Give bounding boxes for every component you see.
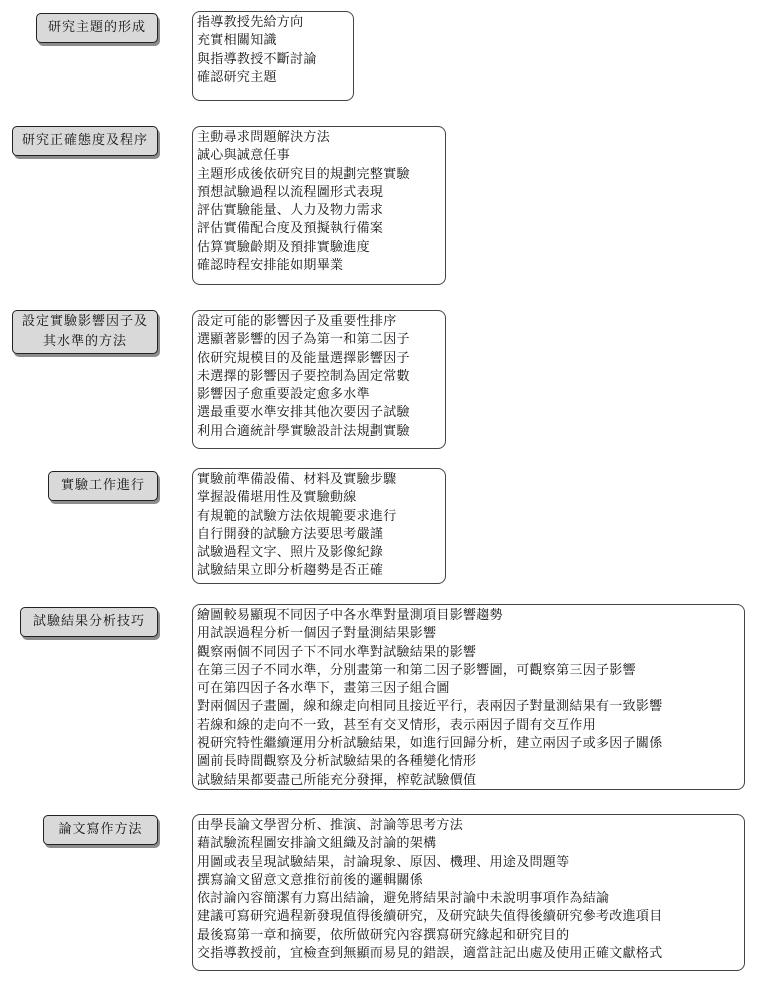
list-item: 由學長論文學習分析、推演、討論等思考方法 bbox=[197, 818, 464, 833]
list-item: 影響因子愈重要設定愈多水準 bbox=[197, 387, 370, 403]
list-item: 建議可寫研究過程新發現值得後續研究，及研究缺失值得後續研究參考改進項目 bbox=[197, 909, 663, 925]
list-item: 選最重要水準安排其他次要因子試驗 bbox=[197, 405, 410, 421]
section-box-thesis-writing bbox=[192, 814, 745, 971]
section-label-result-analysis bbox=[20, 607, 158, 637]
section-label-text: 試驗結果分析技巧 bbox=[32, 614, 145, 629]
section-label-text: 研究主題的形成 bbox=[47, 20, 146, 35]
section-label-factor-setting bbox=[12, 310, 158, 354]
section-box-result-analysis bbox=[192, 604, 745, 790]
list-item: 依討論內容簡潔有力寫出結論，避免將結果討論中未說明事項作為結論 bbox=[197, 891, 610, 907]
list-item: 誠心與誠意任事 bbox=[197, 148, 291, 164]
list-item: 預想試驗過程以流程圖形式表現 bbox=[197, 184, 384, 200]
list-item: 有規範的試驗方法依規範要求進行 bbox=[197, 508, 397, 524]
list-item: 藉試驗流程圖安排論文組織及討論的架構 bbox=[197, 836, 437, 852]
list-item: 繪圖較易顯現不同因子中各水準對量測項目影響趨勢 bbox=[197, 608, 503, 623]
list-item: 自行開發的試驗方法要思考嚴謹 bbox=[197, 526, 384, 542]
list-item: 撰寫論文留意文意推衍前後的邏輯關係 bbox=[197, 872, 424, 888]
list-item: 確認研究主題 bbox=[197, 69, 277, 85]
list-item: 主題形成後依研究目的規劃完整實驗 bbox=[197, 166, 410, 182]
section-box-topic-formation bbox=[192, 11, 354, 101]
list-item: 觀察兩個不同因子下不同水準對試驗結果的影響 bbox=[197, 644, 477, 660]
section-label-research-attitude bbox=[12, 126, 158, 156]
list-item: 用試誤過程分析一個因子對量測結果影響 bbox=[197, 626, 437, 642]
list-item: 實驗前準備設備、材料及實驗步驟 bbox=[197, 472, 397, 487]
list-item: 充實相關知識 bbox=[197, 33, 277, 49]
list-item: 估算實驗齡期及預排實驗進度 bbox=[197, 239, 370, 255]
section-label-text: 論文寫作方法 bbox=[58, 822, 143, 837]
list-item: 與指導教授不斷討論 bbox=[197, 51, 317, 67]
section-box-factor-setting bbox=[192, 310, 446, 449]
section-label-thesis-writing bbox=[43, 815, 158, 845]
list-item: 若線和線的走向不一致，甚至有交叉情形，表示兩因子間有交互作用 bbox=[197, 717, 597, 733]
list-item: 用圖或表呈現試驗結果，討論現象、原因、機理、用途及問題等 bbox=[197, 854, 570, 870]
list-item: 依研究規模目的及能量選擇影響因子 bbox=[197, 350, 410, 366]
section-label-text: 研究正確態度及程序 bbox=[21, 133, 148, 148]
list-item: 試驗結果都要盡己所能充分發揮，榨乾試驗價值 bbox=[197, 772, 477, 788]
list-item: 交指導教授前，宜檢查到無顯而易見的錯誤，適當註記出處及使用正確文獻格式 bbox=[197, 946, 663, 962]
list-item: 掌握設備堪用性及實驗動線 bbox=[197, 490, 357, 506]
list-item: 指導教授先給方向 bbox=[197, 15, 304, 30]
list-item: 主動尋求問題解決方法 bbox=[197, 130, 331, 145]
list-item: 確認時程安排能如期畢業 bbox=[197, 258, 344, 274]
section-box-research-attitude bbox=[192, 126, 446, 285]
section-label-line: 設定實驗影響因子及 bbox=[21, 314, 148, 329]
list-item: 未選擇的影響因子要控制為固定常數 bbox=[197, 368, 410, 384]
section-label-experiment-work bbox=[48, 471, 158, 501]
list-item: 評估實驗能量、人力及物力需求 bbox=[197, 203, 384, 219]
list-item: 可在第四因子各水準下，畫第三因子組合圖 bbox=[197, 681, 450, 697]
list-item: 利用合適統計學實驗設計法規劃實驗 bbox=[197, 423, 410, 439]
list-item: 在第三因子不同水準，分別畫第一和第二因子影響圖，可觀察第三因子影響 bbox=[197, 662, 636, 678]
list-item: 試驗結果立即分析趨勢是否正確 bbox=[197, 563, 384, 579]
list-item: 視研究特性繼續運用分析試驗結果，如進行回歸分析，建立兩因子或多因子關係 bbox=[197, 736, 663, 752]
list-item: 評估實備配合度及預擬執行備案 bbox=[197, 221, 384, 237]
list-item: 選顯著影響的因子為第一和第二因子 bbox=[197, 332, 410, 348]
list-item: 對兩個因子畫圖，線和線走向相同且接近平行，表兩因子對量測結果有一致影響 bbox=[197, 699, 663, 715]
section-label-text: 實驗工作進行 bbox=[60, 478, 145, 493]
section-label-line: 其水準的方法 bbox=[42, 334, 127, 349]
section-box-experiment-work bbox=[192, 468, 446, 584]
list-item: 設定可能的影響因子及重要性排序 bbox=[197, 314, 397, 329]
list-item: 最後寫第一章和摘要，依所做研究內容撰寫研究緣起和研究目的 bbox=[197, 927, 570, 943]
list-item: 圖前長時間觀察及分析試驗結果的各種變化情形 bbox=[197, 754, 477, 770]
list-item: 試驗過程文字、照片及影像紀錄 bbox=[197, 545, 384, 561]
section-label-topic-formation bbox=[36, 13, 158, 43]
